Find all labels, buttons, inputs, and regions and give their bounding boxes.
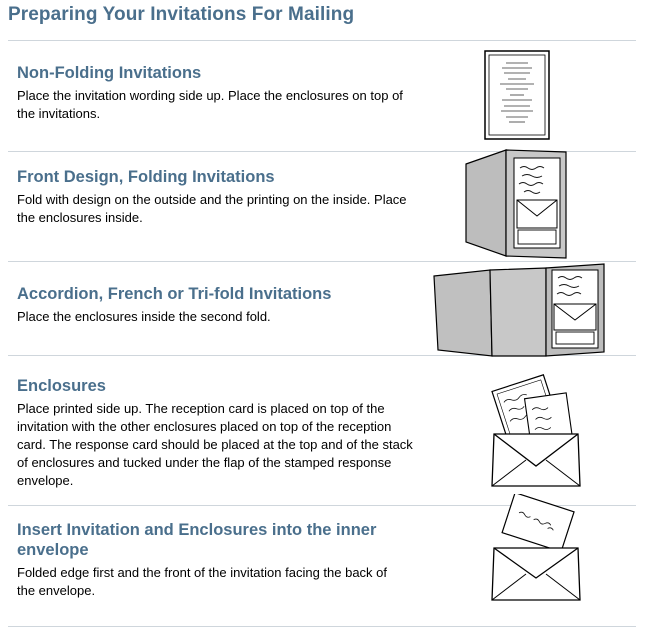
flat-invitation-icon bbox=[484, 50, 550, 140]
inner-envelope-icon bbox=[486, 494, 586, 606]
section-title: Enclosures bbox=[17, 377, 106, 395]
section-title: Front Design, Folding Invitations bbox=[17, 168, 275, 186]
section-front-design-folding bbox=[17, 167, 417, 227]
section-title: Accordion, French or Tri-fold Invitations bbox=[17, 285, 332, 303]
section-body: Folded edge first and the front of the invitation facing the back of the envelope. bbox=[17, 565, 388, 598]
enclosures-envelope-icon bbox=[486, 372, 586, 490]
divider bbox=[8, 626, 636, 627]
section-enclosures bbox=[17, 376, 417, 490]
section-accordion-trifold bbox=[17, 284, 417, 326]
section-non-folding bbox=[17, 63, 417, 123]
trifold-invitation-icon bbox=[432, 262, 608, 358]
section-body: Place printed side up. The reception card is placed on top of the invitation with the other enclosures placed on top of the reception card. The response card should be placed at the top and of the stack of enclosures and tucked under the flap of the stamped response envelope. bbox=[17, 401, 413, 488]
divider bbox=[8, 40, 636, 41]
section-title: Non-Folding Invitations bbox=[17, 64, 202, 82]
section-body: Place the enclosures inside the second fold. bbox=[17, 309, 271, 324]
section-title: Insert Invitation and Enclosures into the inner envelope bbox=[17, 521, 377, 559]
folded-invitation-icon bbox=[462, 148, 572, 260]
section-body: Fold with design on the outside and the printing on the inside. Place the enclosures inside. bbox=[17, 192, 407, 225]
page-title: Preparing Your Invitations For Mailing bbox=[8, 4, 355, 25]
section-inner-envelope bbox=[17, 520, 397, 600]
section-body: Place the invitation wording side up. Place the enclosures on top of the invitations. bbox=[17, 88, 403, 121]
